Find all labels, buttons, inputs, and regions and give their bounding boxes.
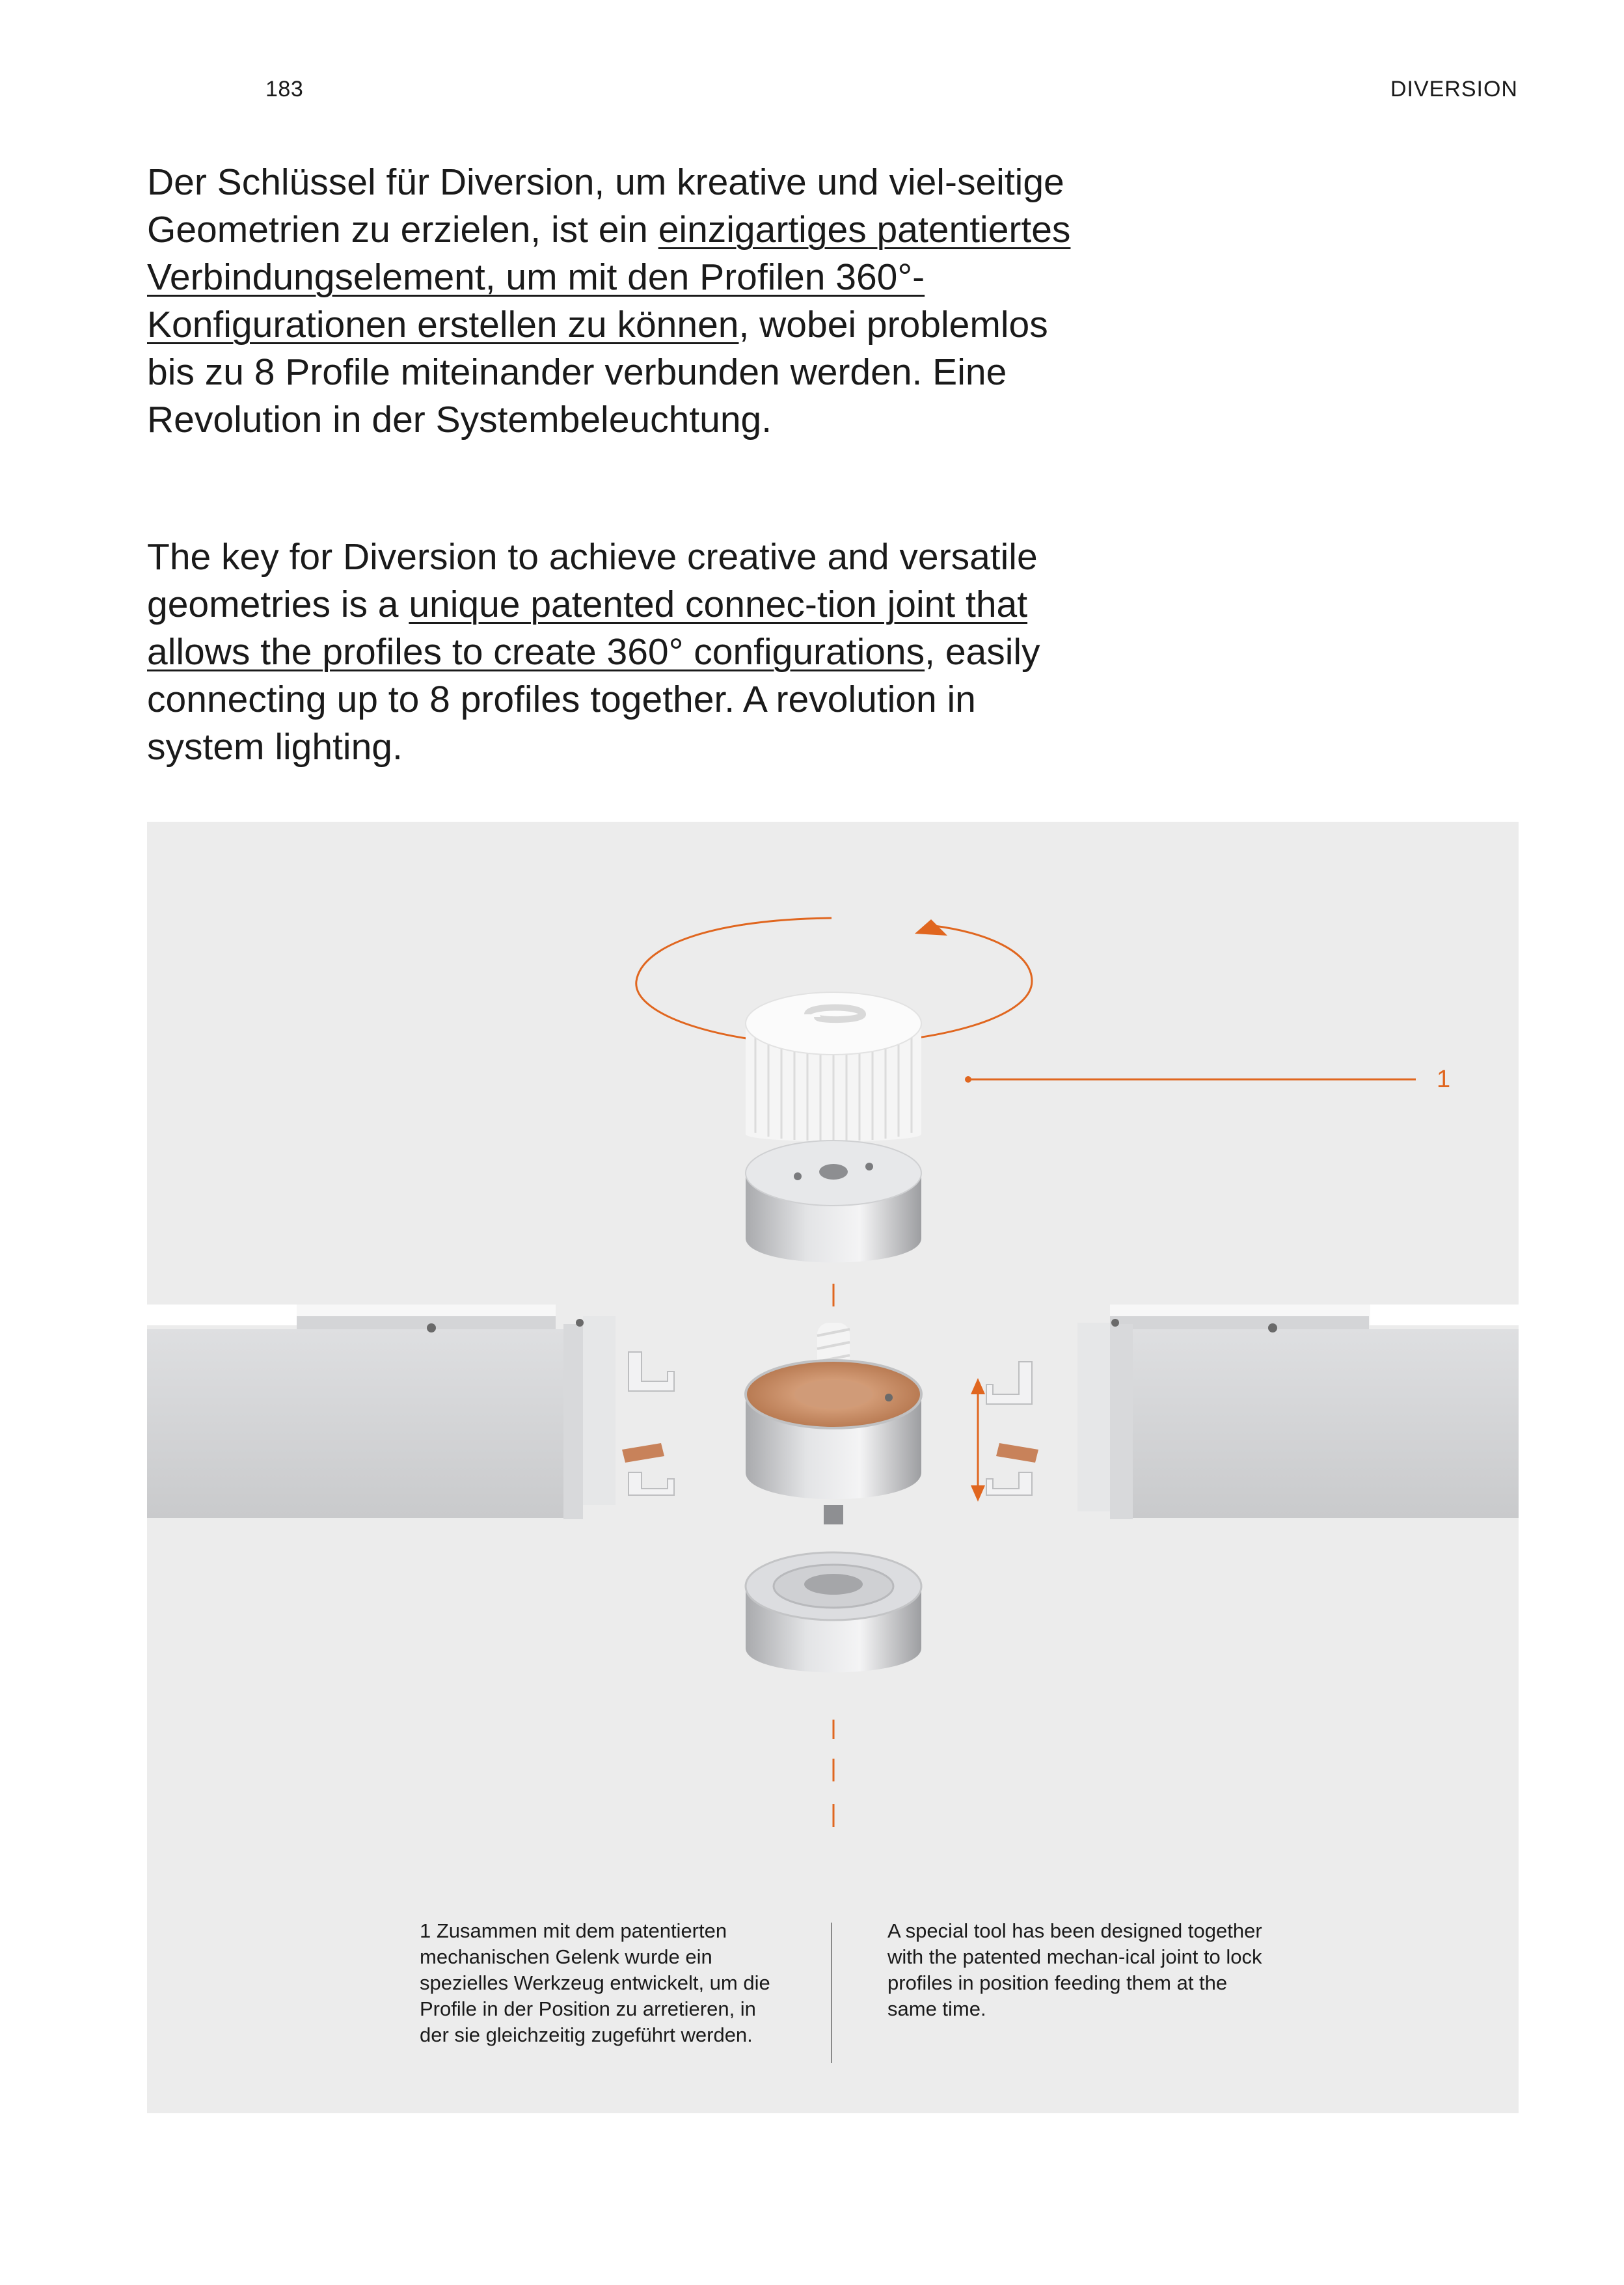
caption-de: 1 Zusammen mit dem patentierten mechanischen Gelenk wurde ein spezielles Werkzeug entwickelt, um die Profile in der Position zu arretieren, in der sie gleichzeitig zugeführt werden. [420, 1919, 770, 2046]
intro-en-highlight: unique patented connec-tion joint that allows the profiles to create 360° configurations [147, 584, 1028, 673]
caption-en: A special tool has been designed together with the patented mechan-ical joint to lock profiles in position feeding them at the same time. [887, 1919, 1262, 2020]
intro-de-highlight: einzigartiges patentiertes Verbindungselement, um mit den Profilen 360°-Konfigurationen erstellen zu können [147, 209, 1071, 345]
lower-aluminium-disc [746, 1552, 921, 1673]
connection-joint-illustration [147, 822, 1519, 2113]
middle-copper-disc [746, 1360, 921, 1524]
callout-number: 1 [1437, 1066, 1451, 1093]
product-figure [147, 822, 1519, 2113]
intro-en-text: The key for Diversion to achieve creative and versatile geometries is a [147, 536, 1038, 625]
locking-tool-knob [746, 992, 921, 1141]
callout-leader [965, 1076, 1416, 1083]
right-profile [986, 1305, 1519, 1519]
intro-de-text: Der Schlüssel für Diversion, um kreative und viel-seitige Geometrien zu erzielen, ist ein [147, 161, 1064, 250]
upper-aluminium-disc [746, 1141, 921, 1263]
page-number: 183 [265, 77, 304, 101]
section-title: DIVERSION [1390, 77, 1518, 101]
intro-paragraph-en [147, 534, 1071, 771]
intro-de-text-end: , wobei problemlos bis zu 8 Profile miteinander verbunden werden. Eine Revolution in der Systembeleuchtung. [147, 304, 1048, 440]
vertical-movement-arrow [971, 1378, 985, 1502]
left-profile [147, 1305, 674, 1519]
intro-en-text-end: , easily connecting up to 8 profiles together. A revolution in system lighting. [147, 631, 1040, 768]
caption-divider [831, 1923, 832, 2063]
intro-paragraph-de [147, 159, 1071, 444]
